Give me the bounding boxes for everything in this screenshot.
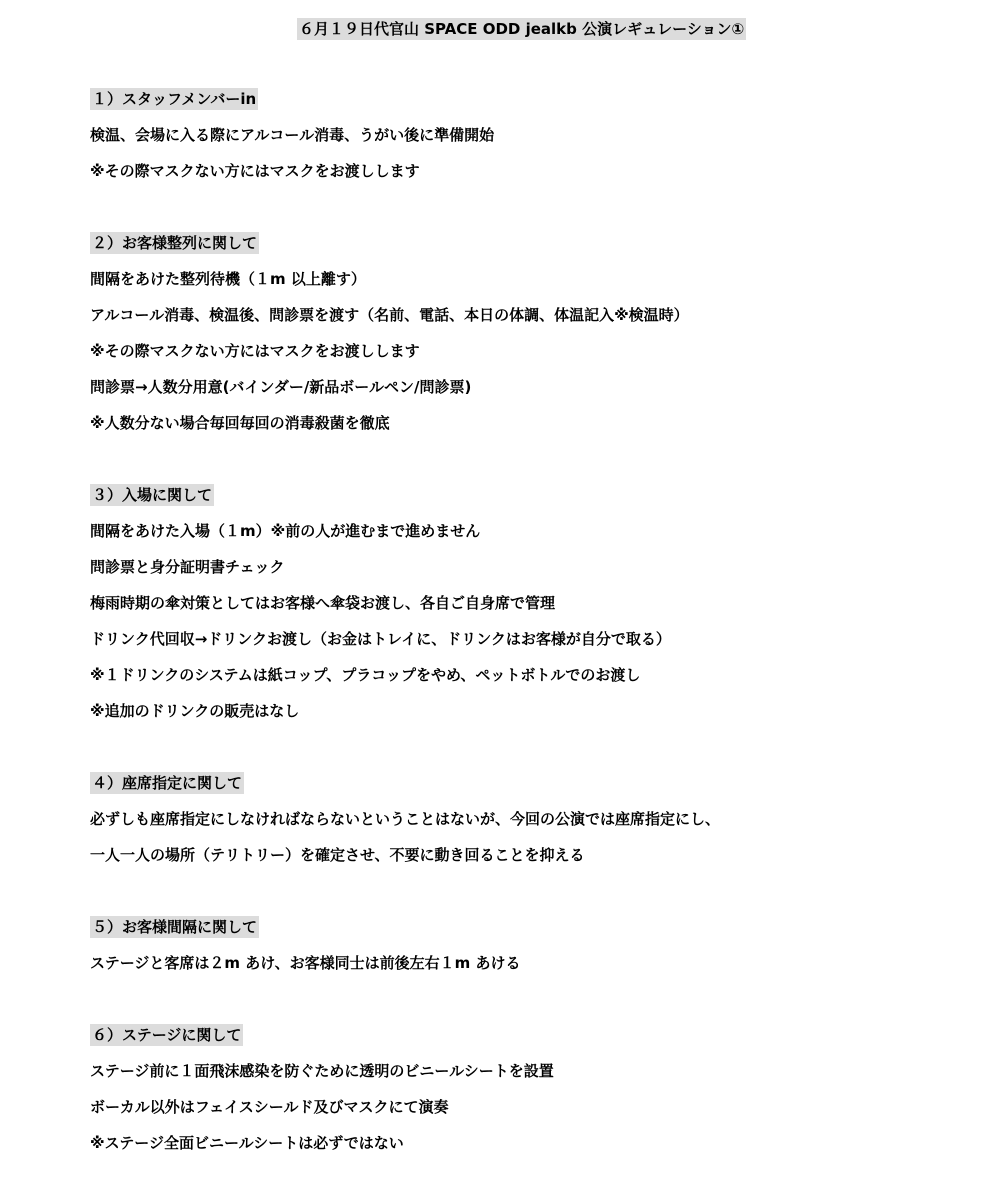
section-line: 問診票→人数分用意(バインダー/新品ボールペン/問診票) xyxy=(90,378,472,396)
section-customer-queue xyxy=(90,232,964,448)
section-entry xyxy=(90,484,964,736)
section-line: ※その際マスクない方にはマスクをお渡しします xyxy=(90,162,420,180)
section-heading: ５）お客様間隔に関して xyxy=(92,918,258,936)
section-seat-assignment xyxy=(90,772,964,880)
section-line: 間隔をあけた整列待機（１m 以上離す） xyxy=(90,270,366,288)
section-heading: １）スタッフメンバーin xyxy=(92,90,257,108)
section-staff-members xyxy=(90,88,964,196)
section-heading: ２）お客様整列に関して xyxy=(92,234,258,252)
section-line: ※その際マスクない方にはマスクをお渡しします xyxy=(90,342,420,360)
section-stage xyxy=(90,1024,964,1168)
section-line: 一人一人の場所（テリトリー）を確定させ、不要に動き回ることを抑える xyxy=(90,846,585,864)
section-line: ステージ前に１面飛沫感染を防ぐために透明のビニールシートを設置 xyxy=(90,1062,554,1080)
section-line: 問診票と身分証明書チェック xyxy=(90,558,285,576)
section-line: 必ずしも座席指定にしなければならないということはないが、今回の公演では座席指定にし、 xyxy=(90,810,721,828)
section-line: ボーカル以外はフェイスシールド及びマスクにて演奏 xyxy=(90,1098,449,1116)
section-heading: ３）入場に関して xyxy=(92,486,213,504)
section-line: ※追加のドリンクの販売はなし xyxy=(90,702,300,720)
section-heading: ６）ステージに関して xyxy=(92,1026,242,1044)
section-heading: ４）座席指定に関して xyxy=(92,774,243,792)
section-line: ステージと客席は２m あけ、お客様同士は前後左右１m あける xyxy=(90,954,521,972)
section-line: 梅雨時期の傘対策としてはお客様へ傘袋お渡し、各自ご自身席で管理 xyxy=(90,594,556,612)
section-line: ドリンク代回収→ドリンクお渡し（お金はトレイに、ドリンクはお客様が自分で取る） xyxy=(90,630,671,648)
document-title: ６月１９日代官山 SPACE ODD jealkb 公演レギュレーション① xyxy=(299,20,745,38)
section-line: ※人数分ない場合毎回毎回の消毒殺菌を徹底 xyxy=(90,414,390,432)
section-customer-spacing xyxy=(90,916,964,988)
section-line: 検温、会場に入る際にアルコール消毒、うがい後に準備開始 xyxy=(90,126,495,144)
section-line: 間隔をあけた入場（１m）※前の人が進むまで進めません xyxy=(90,522,481,540)
section-line: ※１ドリンクのシステムは紙コップ、プラコップをやめ、ペットボトルでのお渡し xyxy=(90,666,641,684)
section-line: アルコール消毒、検温後、問診票を渡す（名前、電話、本日の体調、体温記入※検温時） xyxy=(90,306,689,324)
section-line: ※ステージ全面ビニールシートは必ずではない xyxy=(90,1134,404,1152)
